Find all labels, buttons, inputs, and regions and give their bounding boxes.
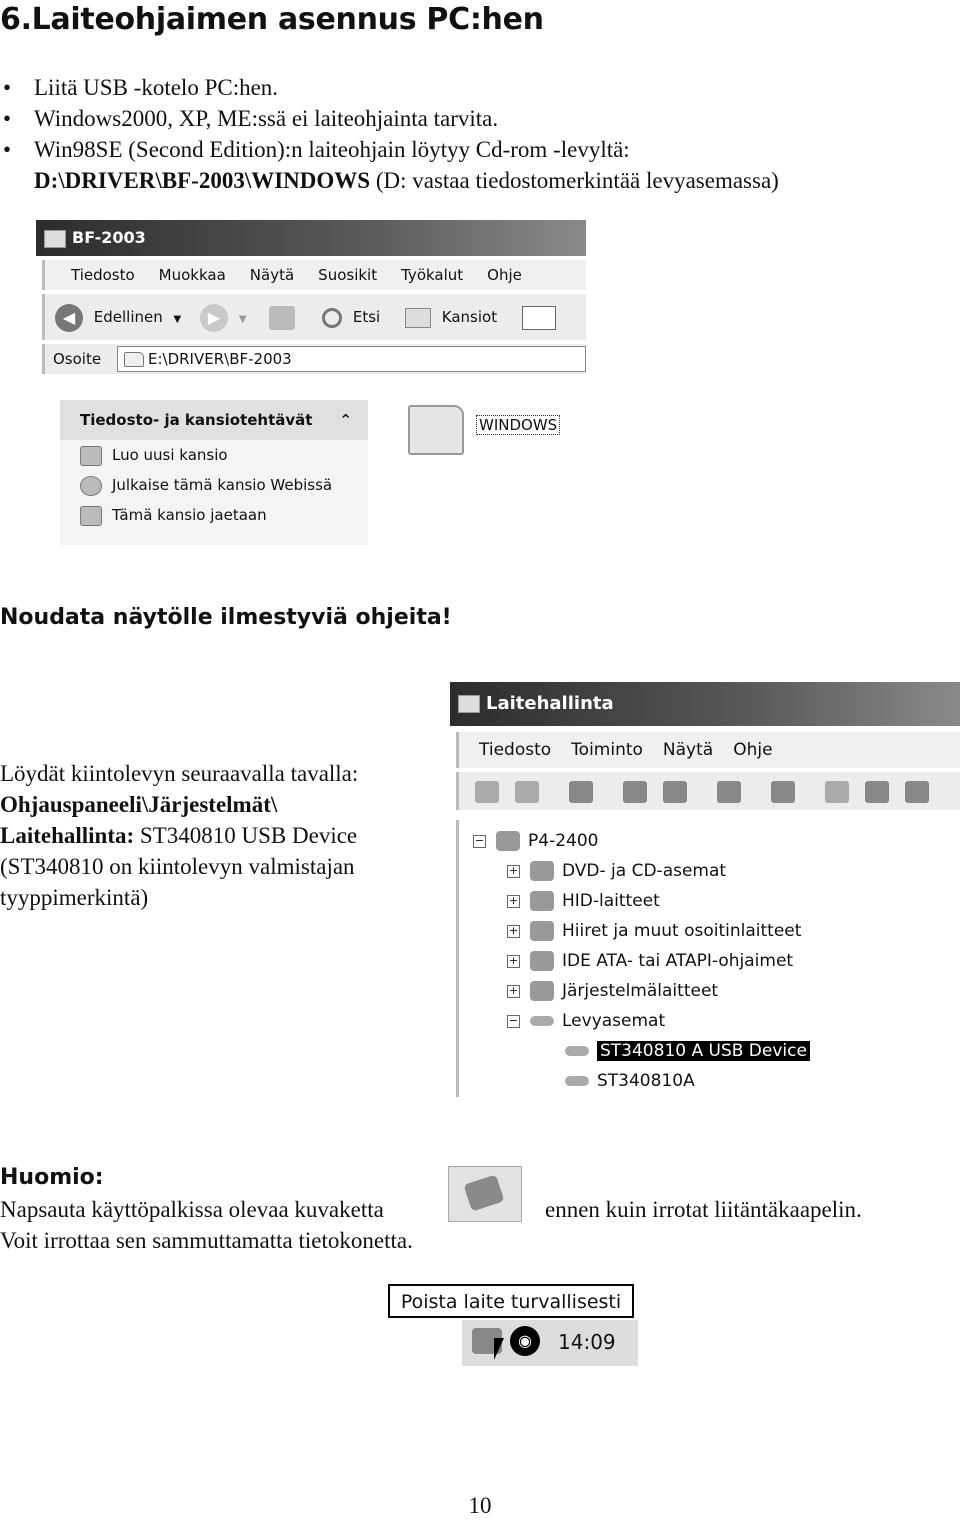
tree-label: IDE ATA- tai ATAPI-ohjaimet <box>562 951 794 971</box>
properties-icon[interactable] <box>623 781 647 803</box>
tree-category[interactable] <box>507 916 801 946</box>
mouse-cursor-icon <box>494 1338 504 1360</box>
explorer-titlebar <box>36 220 586 256</box>
expand-icon[interactable]: + <box>508 983 519 997</box>
task-link[interactable] <box>60 500 368 530</box>
device-line <box>0 820 440 851</box>
search-icon[interactable] <box>322 308 342 328</box>
cd-drive-icon <box>530 861 554 881</box>
task-link[interactable] <box>60 440 368 470</box>
section-title: 6.Laiteohjaimen asennus PC:hen <box>0 2 544 37</box>
note-text: ennen kuin irrotat liitäntäkaapelin. <box>545 1197 862 1222</box>
tree-label: Järjestelmälaitteet <box>562 981 719 1001</box>
device-name: ST340810 USB Device <box>134 823 358 848</box>
device-tree <box>456 820 960 1097</box>
menu-item[interactable]: Ohje <box>487 266 522 284</box>
address-label: Osoite <box>53 350 102 368</box>
folders-button[interactable]: Kansiot <box>441 308 498 326</box>
collapse-icon[interactable]: − <box>508 1013 519 1027</box>
back-button[interactable]: Edellinen <box>93 308 163 326</box>
menu-item[interactable]: Suosikit <box>318 266 378 284</box>
folder-icon <box>44 230 66 248</box>
help-icon[interactable] <box>717 781 741 803</box>
update-driver-icon[interactable] <box>825 781 849 803</box>
print-icon[interactable] <box>663 781 687 803</box>
search-button[interactable]: Etsi <box>352 308 381 326</box>
tree-label: Hiiret ja muut osoitinlaitteet <box>562 921 802 941</box>
system-tray <box>462 1318 638 1366</box>
back-arrow-icon[interactable] <box>475 781 499 803</box>
address-bar <box>42 344 586 374</box>
scan-hardware-icon[interactable] <box>771 781 795 803</box>
tree-device[interactable] <box>565 1036 810 1066</box>
tree-label-selected: ST340810 A USB Device <box>597 1041 810 1061</box>
folder-name[interactable]: WINDOWS <box>476 415 560 435</box>
tray-tooltip: Poista laite turvallisesti <box>388 1284 634 1318</box>
forward-arrow-icon[interactable]: ▶ <box>200 304 228 332</box>
bullet-glyph: • <box>3 106 12 131</box>
back-arrow-icon[interactable]: ◀ <box>55 304 83 332</box>
tree-label: P4-2400 <box>528 831 599 851</box>
device-manager-titlebar <box>450 682 960 726</box>
expand-icon[interactable]: + <box>508 953 519 967</box>
show-hide-tree-icon[interactable] <box>569 781 593 803</box>
publish-web-icon <box>80 476 102 496</box>
task-label: Julkaise tämä kansio Webissä <box>112 476 333 494</box>
collapse-icon[interactable]: ⌃ <box>339 411 352 429</box>
explorer-screenshot <box>36 220 586 545</box>
expand-icon[interactable]: + <box>508 923 519 937</box>
tree-category[interactable] <box>507 1006 665 1036</box>
safely-remove-hardware-icon <box>448 1166 522 1222</box>
task-label: Luo uusi kansio <box>112 446 228 464</box>
uninstall-device-icon[interactable] <box>905 781 929 803</box>
tree-device[interactable] <box>565 1066 695 1096</box>
disk-drive-icon <box>565 1076 589 1086</box>
device-manager-menubar <box>456 732 960 768</box>
chevron-down-icon[interactable]: ▼ <box>173 314 182 325</box>
ide-controller-icon <box>530 951 554 971</box>
tasks-panel-header[interactable] <box>60 400 368 440</box>
task-link[interactable] <box>60 470 368 500</box>
tree-label: HID-laitteet <box>562 891 660 911</box>
device-manager-toolbar <box>456 772 960 810</box>
address-value: E:\DRIVER\BF-2003 <box>148 350 292 368</box>
menu-item[interactable]: Toiminto <box>571 740 643 760</box>
expand-icon[interactable]: + <box>508 893 519 907</box>
note-line: tyyppimerkintä) <box>0 885 149 910</box>
device-manager-path: Laitehallinta: <box>0 823 135 848</box>
folders-icon[interactable] <box>405 308 431 328</box>
disk-drive-icon <box>530 1016 554 1026</box>
tasks-panel <box>60 400 368 545</box>
tree-category[interactable] <box>507 886 660 916</box>
instruction-line: Löydät kiintolevyn seuraavalla tavalla: <box>0 761 359 786</box>
bullet-glyph: • <box>3 137 12 162</box>
forward-arrow-icon[interactable] <box>515 781 539 803</box>
tree-category[interactable] <box>507 856 726 886</box>
folder-icon[interactable] <box>408 405 464 455</box>
folder-icon <box>124 352 144 367</box>
tree-category[interactable] <box>507 946 793 976</box>
tree-category[interactable] <box>507 976 718 1006</box>
device-manager-title: Laitehallinta <box>486 693 614 714</box>
task-label: Tämä kansio jaetaan <box>112 506 267 524</box>
mouse-icon <box>530 921 554 941</box>
menu-item[interactable]: Tiedosto <box>71 266 135 284</box>
tray-clock[interactable]: 14:09 <box>558 1330 616 1354</box>
tree-label: Levyasemat <box>562 1011 666 1031</box>
tree-root[interactable] <box>473 826 598 856</box>
chevron-down-icon[interactable]: ▼ <box>238 314 247 325</box>
expand-icon[interactable]: + <box>508 863 519 877</box>
list-item <box>0 103 779 134</box>
hid-icon <box>530 891 554 911</box>
up-folder-icon[interactable] <box>269 306 295 330</box>
tree-label: ST340810A <box>597 1071 695 1091</box>
explorer-title: BF-2003 <box>72 228 146 247</box>
control-panel-path: Ohjauspaneeli\Järjestelmät\ <box>0 792 278 817</box>
menu-item[interactable]: Näytä <box>249 266 295 284</box>
explorer-menubar <box>42 260 586 290</box>
bullet-glyph: • <box>3 75 12 100</box>
computer-icon <box>496 831 520 851</box>
tasks-panel-title: Tiedosto- ja kansiotehtävät <box>80 411 313 429</box>
note-line: (ST340810 on kiintolevyn valmistajan <box>0 854 355 879</box>
speaker-icon[interactable]: ◉ <box>510 1326 540 1356</box>
collapse-icon[interactable]: − <box>474 833 485 847</box>
views-icon[interactable] <box>522 306 556 330</box>
address-input[interactable] <box>117 346 586 372</box>
note-text: Napsauta käyttöpalkissa olevaa kuvaketta <box>0 1197 384 1222</box>
list-item-text: Windows2000, XP, ME:ssä ei laiteohjainta tarvita. <box>34 106 499 131</box>
device-manager-screenshot <box>450 682 960 1097</box>
driver-path-note: (D: vastaa tiedostomerkintää levyasemassa) <box>370 168 779 193</box>
menu-item[interactable]: Ohje <box>733 740 773 760</box>
driver-path-line <box>0 165 779 196</box>
subheading: Noudata näytölle ilmestyviä ohjeita! <box>0 605 452 630</box>
disk-drive-icon <box>565 1046 589 1056</box>
system-devices-icon <box>530 981 554 1001</box>
disable-device-icon[interactable] <box>865 781 889 803</box>
driver-path: D:\DRIVER\BF-2003\WINDOWS <box>34 168 371 193</box>
list-item-text: Liitä USB -kotelo PC:hen. <box>34 75 279 100</box>
share-folder-icon <box>80 506 102 526</box>
new-folder-icon <box>80 446 102 466</box>
menu-item[interactable]: Tiedosto <box>479 740 552 760</box>
menu-item[interactable]: Muokkaa <box>158 266 226 284</box>
find-drive-instructions <box>0 758 440 913</box>
menu-item[interactable]: Näytä <box>662 740 714 760</box>
tree-label: DVD- ja CD-asemat <box>562 861 727 881</box>
page-number: 10 <box>468 1493 492 1518</box>
menu-item[interactable]: Työkalut <box>401 266 464 284</box>
list-item <box>0 72 779 103</box>
explorer-toolbar <box>42 294 586 340</box>
list-item-text: Win98SE (Second Edition):n laiteohjain löytyy Cd-rom -levyltä: <box>34 137 630 162</box>
instruction-list <box>0 72 779 196</box>
note-text: Voit irrottaa sen sammuttamatta tietokonetta. <box>0 1228 413 1253</box>
computer-icon <box>458 695 480 713</box>
note-heading: Huomio: <box>0 1165 104 1190</box>
list-item <box>0 134 779 165</box>
